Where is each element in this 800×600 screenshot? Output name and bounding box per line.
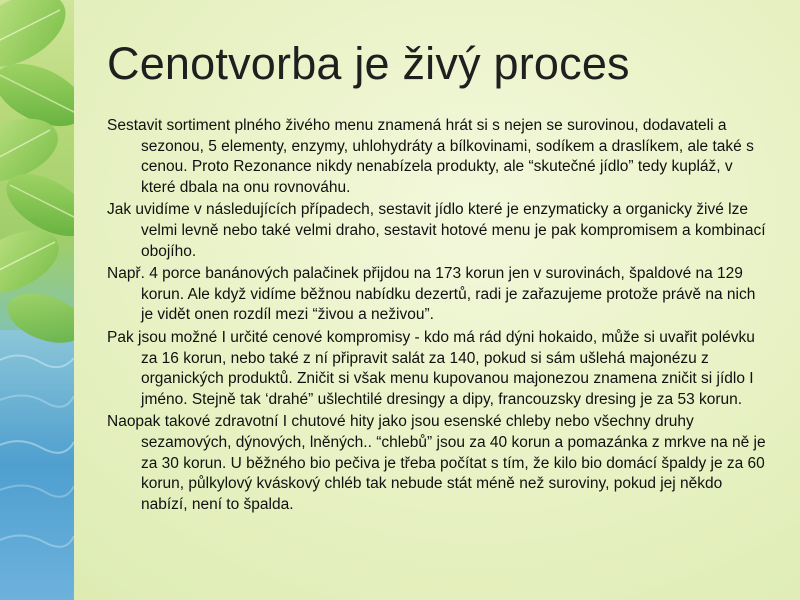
slide-body: [107, 116, 767, 517]
leaf-water-image: [0, 0, 74, 600]
paragraph-1: Sestavit sortiment plného živého menu znamená hrát si s nejen se surovinou, dodavateli a sezonou, 5 elementy, enzymy, uhlohydráty a bílkovinami, sodíkem a draslíkem, ale také s cenou. Proto Rezonance nikdy nenabízela produkty, ale “skutečné jídlo” tedy kupláž, v které dbala na onu rovnováhu.: [107, 117, 754, 196]
paragraph-5: Naopak takové zdravotní I chutové hity jako jsou esenské chleby nebo všechny druhy sezamových, dýnových, lněných.. “chlebů” jsou za 40 korun a pomazánka z mrkve na ně je za 30 korun. U běžného bio pečiva je třeba počítat s tím, že kilo bio domácí špaldy je za 60 korun, půlkylový kváskový chléb tak nebude stát méně než suroviny, pokud jej někdo nabízí, není to špalda.: [107, 413, 766, 513]
paragraph-4: Pak jsou možné I určité cenové kompromisy - kdo má rád dýni hokaido, může si uvařit polévku za 16 korun, nebo také z ní připravit salát za 140, pokud si sám ušlehá majonézu z organických produktů. Zničit si však menu kupovanou majonezou znamena zničit si jídlo I jméno. Stejně tak ‘drahé” ušlechtilé dresingy a dipy, francouzsky dresing je za 53 korun.: [107, 328, 755, 408]
decorative-leaf-water-strip: [0, 0, 74, 600]
paragraph-2: Jak uvidíme v následujících případech, sestavit jídlo které je enzymaticky a organicky živé lze velmi levně nebo také velmi draho, sestavit hotové menu je pak kompromisem a kombinací obojího.: [107, 201, 766, 260]
slide-title: Cenotvorba je živý proces: [107, 38, 630, 89]
paragraph-3: Např. 4 porce banánových palačinek přijdou na 173 korun jen v surovinách, špaldové na 129 korun. Ale když vidíme běžnou nabídku dezertů, radi je zařazujeme protože právě na nich je vidět onen rozdíl mezi “živou a neživou”.: [107, 265, 756, 324]
